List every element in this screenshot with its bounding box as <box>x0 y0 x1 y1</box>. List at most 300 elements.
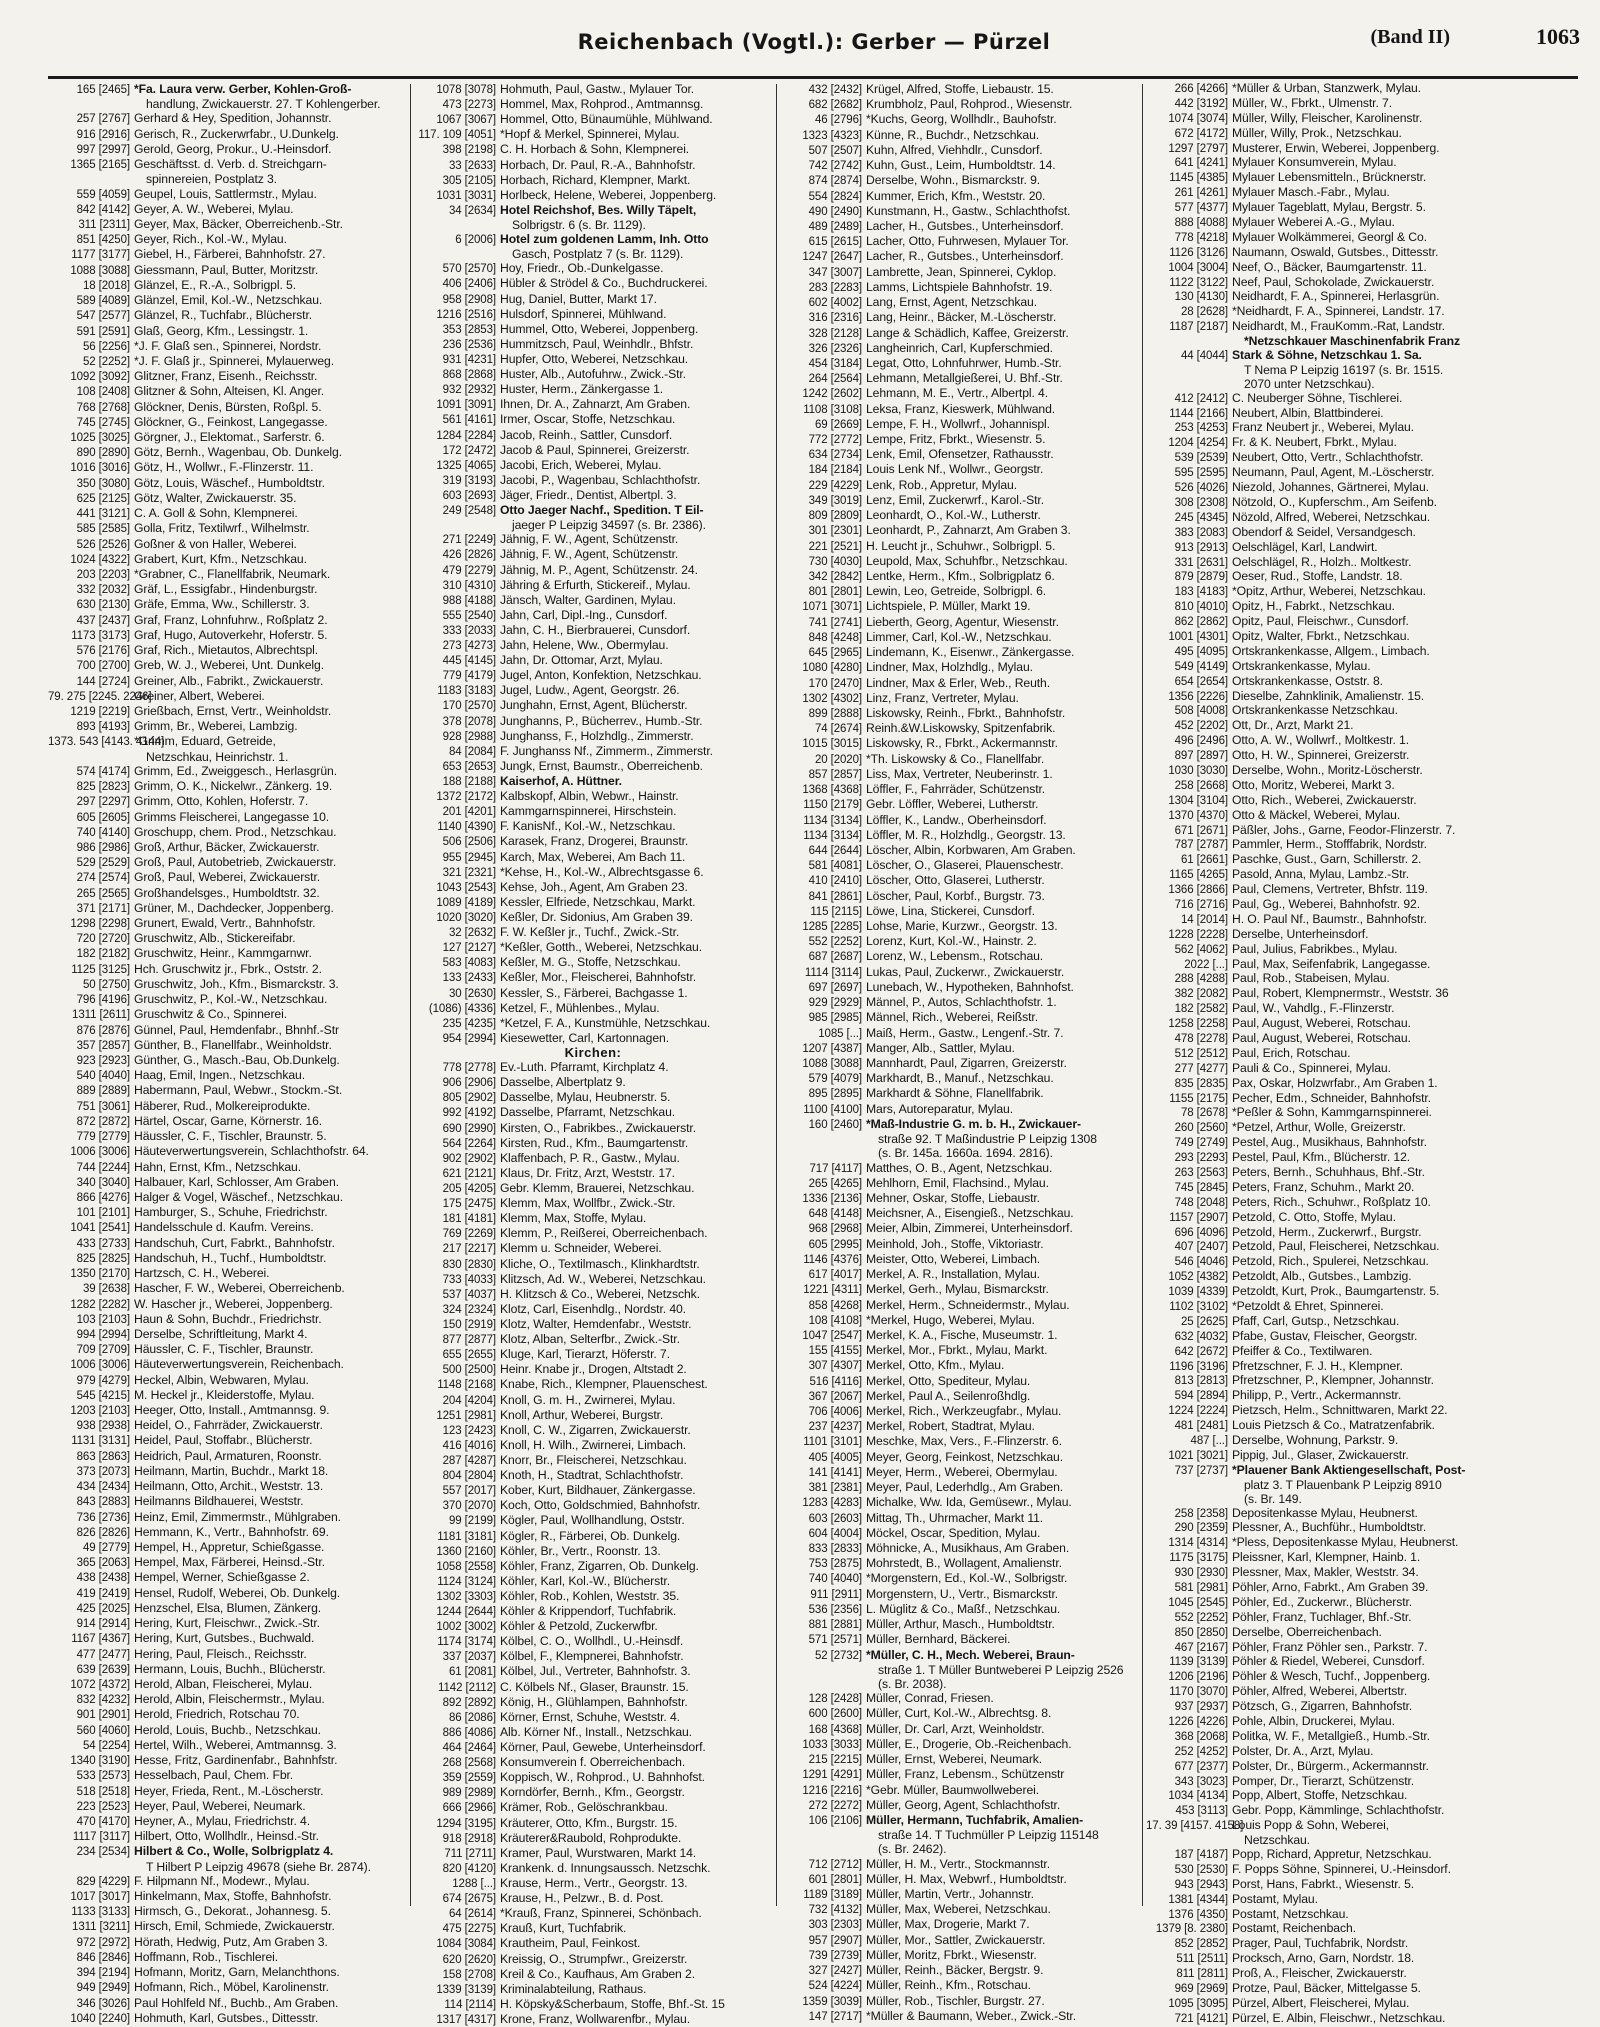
phone-number: 475 [2275] <box>442 1923 496 1936</box>
entry-text: Pammler, Herm., Stofffabrik, Nordstr. <box>1232 837 1427 852</box>
phone-number: 201 [4201] <box>442 806 496 819</box>
phone-number: 84 [2084] <box>448 745 496 758</box>
phone-number: 1124 [3124] <box>437 1575 496 1588</box>
phone-number: 54 [2254] <box>82 1739 130 1752</box>
directory-entry <box>48 445 406 460</box>
phone-number: 889 [2889] <box>76 1085 130 1098</box>
entry-text: Hering, Kurt, Gutsbes., Buchwald. <box>134 1631 315 1646</box>
directory-entry <box>414 1362 772 1377</box>
directory-entry <box>48 931 406 946</box>
phone-number: 1216 [2516] <box>436 308 496 321</box>
directory-entry <box>48 1129 406 1144</box>
phone-number: 518 [2518] <box>76 1785 130 1798</box>
directory-entry <box>780 265 1138 280</box>
entry-text: Greiner, Alb., Fabrikt., Zwickauerstr. <box>134 673 324 688</box>
phone-number: 464 [2464] <box>442 1742 496 1755</box>
entry-text: Krankenk. d. Innungsaussch. Netzschk. <box>500 1860 711 1875</box>
directory-entry <box>414 1001 772 1016</box>
directory-entry <box>48 552 406 567</box>
entry-text: Paul, August, Weberei, Rotschau. <box>1232 1016 1411 1031</box>
directory-entry <box>414 1513 772 1528</box>
phone-number: 165 [2465] <box>76 84 130 96</box>
phone-number: 367 [2067] <box>808 1390 862 1403</box>
directory-entry <box>1146 1848 1528 1863</box>
directory-entry <box>780 660 1138 675</box>
entry-text: Lewin, Leo, Getreide, Solbrigpl. 6. <box>866 584 1047 599</box>
phone-number: 716 [2716] <box>1174 898 1228 911</box>
phone-number: 547 [2577] <box>76 310 130 323</box>
entry-text: Jugel, Anton, Konfektion, Netzschkau. <box>500 668 702 683</box>
phone-number: 546 [4046] <box>1174 1256 1228 1269</box>
entry-text: Leksa, Franz, Kieswerk, Mühlwand. <box>866 401 1056 416</box>
directory-entry <box>414 1408 772 1423</box>
entry-text: Müller, Mor., Sattler, Zwickauerstr. <box>866 1932 1046 1947</box>
phone-number: 253 [4253] <box>1174 422 1228 435</box>
directory-entry <box>1146 320 1528 335</box>
entry-text: Pietzsch, Helm., Schnittwaren, Markt 22. <box>1232 1403 1448 1418</box>
directory-entry <box>48 263 406 278</box>
entry-text: Männel, Rich., Weberei, Reißstr. <box>866 1010 1039 1025</box>
phone-number: 677 [2377] <box>1174 1760 1228 1773</box>
phone-number: 1085 [...] <box>818 1027 862 1040</box>
phone-number: 985 [2985] <box>808 1012 862 1025</box>
column-3 <box>780 82 1138 2023</box>
entry-text: Dasselbe, Mylau, Heubnerstr. 5. <box>500 1090 671 1105</box>
phone-number: 937 [2937] <box>1174 1701 1228 1714</box>
entry-text: Hering, Paul, Fleisch., Reichsstr. <box>134 1646 307 1661</box>
directory-entry <box>780 173 1138 188</box>
phone-number: 1020 [3020] <box>436 912 496 925</box>
directory-entry <box>48 1647 406 1662</box>
directory-entry <box>414 683 772 698</box>
phone-number: 236 [2536] <box>442 338 496 351</box>
phone-number: 481 [2481] <box>1174 1420 1228 1433</box>
directory-entry <box>414 2012 772 2027</box>
directory-entry <box>780 1828 1138 1842</box>
directory-entry <box>48 1023 406 1038</box>
entry-text: Matthes, O. B., Agent, Netzschkau. <box>866 1160 1053 1175</box>
phone-number: 564 [2264] <box>442 1137 496 1150</box>
entry-text: Jahn, Dr. Ottomar, Arzt, Mylau. <box>500 653 663 668</box>
phone-number: 555 [2540] <box>442 609 496 622</box>
directory-entry <box>414 789 772 804</box>
directory-entry <box>1146 630 1528 645</box>
entry-text: Paul, August, Weberei, Rotschau. <box>1232 1031 1411 1045</box>
directory-entry <box>48 870 406 885</box>
entry-text: Mylauer Masch.-Fabr., Mylau. <box>1232 185 1390 200</box>
phone-number: 1043 [2543] <box>436 881 496 894</box>
directory-entry <box>1146 1419 1528 1434</box>
entry-text: Heilmann, Martin, Buchdr., Markt 18. <box>134 1463 329 1478</box>
directory-entry <box>48 1038 406 1053</box>
phone-number: 841 [2861] <box>808 890 862 903</box>
directory-entry <box>780 1102 1138 1117</box>
directory-entry <box>48 1068 406 1083</box>
entry-text: *Ketzel, F. A., Kunstmühle, Netzschkau. <box>500 1015 711 1030</box>
phone-number: 625 [2125] <box>76 492 130 505</box>
phone-number: 745 [2845] <box>1174 1181 1228 1194</box>
entry-text: Gruschwitz & Co., Spinnerei. <box>134 1007 287 1022</box>
entry-text: Heidel, Paul, Stoffabr., Blücherstr. <box>134 1433 313 1448</box>
phone-number: 426 [2826] <box>442 549 496 562</box>
directory-entry <box>414 714 772 729</box>
directory-entry <box>1146 496 1528 511</box>
directory-entry <box>780 417 1138 432</box>
directory-entry <box>48 1753 406 1768</box>
phone-number: 78 [2678] <box>1180 1107 1228 1120</box>
entry-text: Hesse, Fritz, Gardinenfabr., Bahnhfstr. <box>134 1753 338 1768</box>
directory-entry <box>48 1433 406 1448</box>
phone-number: 989 [2989] <box>442 1787 496 1800</box>
phone-number: 343 [3023] <box>1174 1775 1228 1788</box>
phone-number: 579 [4079] <box>808 1073 862 1086</box>
directory-entry <box>780 828 1138 843</box>
phone-number: 382 [2082] <box>1174 988 1228 1001</box>
phone-number: 394 [2194] <box>76 1967 130 1980</box>
entry-text: Naumann, Oswald, Gutsbes., Dittesstr. <box>1232 244 1439 259</box>
phone-number: 258 [2358] <box>1174 1507 1228 1520</box>
phone-number: 744 [2244] <box>76 1161 130 1174</box>
directory-entry <box>1146 1404 1528 1419</box>
directory-entry <box>414 1544 772 1559</box>
directory-entry <box>1146 734 1528 749</box>
entry-text: Löscher, Paul, Korbf., Burgstr. 73. <box>866 888 1045 903</box>
entry-text: Opitz, Paul, Fleischwr., Cunsdorf. <box>1232 614 1409 629</box>
directory-entry <box>1146 556 1528 571</box>
entry-text: Knoll, Arthur, Weberei, Burgstr. <box>500 1407 664 1422</box>
phone-number: 857 [2857] <box>808 768 862 781</box>
directory-entry <box>1146 1745 1528 1760</box>
entry-text: Pomper, Dr., Tierarzt, Schützenstr. <box>1232 1773 1415 1788</box>
entry-text: Horlbeck, Helene, Weberei, Joppenberg. <box>500 187 717 202</box>
directory-entry <box>414 850 772 865</box>
directory-entry <box>780 645 1138 660</box>
entry-text: Lenk, Emil, Ofensetzer, Rathausstr. <box>866 447 1054 462</box>
entry-text: *Müller & Urban, Stanzwerk, Mylau. <box>1232 81 1421 95</box>
entry-text: Gruschwitz, Heinr., Kammgarnwr. <box>134 946 312 961</box>
directory-entry <box>1146 1285 1528 1300</box>
phone-number: 911 [2911] <box>810 1588 862 1601</box>
directory-entry <box>780 691 1138 706</box>
entry-text: C. A. Goll & Sohn, Klempnerei. <box>134 506 298 521</box>
phone-number: 416 [4016] <box>442 1439 496 1452</box>
directory-entry <box>48 1692 406 1707</box>
directory-entry <box>1146 585 1528 600</box>
directory-entry <box>780 1917 1138 1932</box>
phone-number: 709 [2709] <box>76 1344 130 1357</box>
entry-text: Löffler, K., Landw., Oberheinsdorf. <box>866 812 1047 827</box>
phone-number: 526 [2526] <box>76 538 130 551</box>
entry-text: Günther, B., Flanellfabr., Weinholdstr. <box>134 1037 332 1052</box>
entry-text: Glänzel, E., R.-A., Solbrigpl. 5. <box>134 277 296 292</box>
directory-entry <box>1146 1047 1528 1062</box>
directory-entry <box>1146 928 1528 943</box>
entry-text: Reinh.&W.Liskowsky, Spitzenfabrik. <box>866 721 1056 736</box>
entry-text: Prager, Paul, Tuchfabrik, Nordstr. <box>1232 1936 1409 1951</box>
directory-entry <box>48 1874 406 1889</box>
directory-entry <box>48 977 406 992</box>
entry-text: Huster, Alb., Autofuhrw., Zwick.-Str. <box>500 367 686 382</box>
directory-entry <box>414 1967 772 1982</box>
phone-number: 988 [4188] <box>442 594 496 607</box>
entry-text: Grießbach, Ernst, Vertr., Weinholdstr. <box>134 703 332 718</box>
phone-number: 203 [2203] <box>76 569 130 581</box>
entry-text: Pax, Oskar, Holzwrfabr., Am Graben 1. <box>1232 1075 1438 1090</box>
phone-number: 852 [2852] <box>1174 1938 1228 1951</box>
phone-number: 585 [2585] <box>76 523 130 536</box>
entry-text: Paschke, Gust., Garn, Schillerstr. 2. <box>1232 852 1422 867</box>
phone-number: 697 [2697] <box>808 981 862 994</box>
entry-text: Mylauer Tageblatt, Mylau, Bergstr. 5. <box>1232 200 1426 215</box>
phone-number: 117. 109 [4051] <box>418 129 496 142</box>
phone-number: 874 [2874] <box>808 175 862 188</box>
phone-number: 489 [2489] <box>808 220 862 233</box>
phone-number: 1067 [3067] <box>436 114 496 127</box>
entry-text: Lindemann, K., Eisenwr., Zänkergasse. <box>866 645 1075 660</box>
directory-entry <box>414 503 772 518</box>
phone-number: 266 [4266] <box>1174 83 1228 95</box>
directory-entry <box>48 1205 406 1220</box>
phone-number: 741 [2741] <box>808 616 862 629</box>
entry-text: Jacobi, Erich, Weberei, Mylau. <box>500 457 662 472</box>
phone-number: 128 [2428] <box>808 1693 862 1706</box>
entry-text: Petzoldt, Alb., Gutsbes., Lambzig. <box>1232 1269 1412 1284</box>
entry-text: Ketzel, F., Mühlenbes., Mylau. <box>500 1000 660 1015</box>
entry-text: Krügel, Alfred, Stoffe, Liebaustr. 15. <box>866 82 1054 96</box>
directory-entry <box>1146 779 1528 794</box>
phone-number: 605 [2605] <box>76 811 130 824</box>
directory-entry <box>414 1725 772 1740</box>
entry-text: Konsumverein f. Oberreichenbach. <box>500 1755 686 1770</box>
phone-number: 1080 [4280] <box>802 662 862 675</box>
directory-entry <box>1146 1922 1528 1937</box>
page-header <box>48 12 1580 56</box>
directory-entry <box>780 1767 1138 1782</box>
entry-text: Kliche, O., Textilmasch., Klinkhardtstr. <box>500 1256 700 1271</box>
phone-number: 1325 [4065] <box>436 459 496 472</box>
directory-entry <box>414 1952 772 1967</box>
directory-entry <box>48 1784 406 1799</box>
entry-text: Müller, Moritz, Fbrkt., Wiesenstr. <box>866 1947 1037 1962</box>
directory-entry <box>48 232 406 247</box>
phone-number: 1002 [3002] <box>436 1621 496 1634</box>
directory-entry <box>780 1206 1138 1221</box>
entry-text: Löscher, O., Glaserei, Plauenschestr. <box>866 858 1064 873</box>
directory-entry <box>48 1266 406 1281</box>
entry-text: Müller, Franz, Lebensm., Schützenstr <box>866 1767 1065 1782</box>
directory-entry <box>414 473 772 488</box>
directory-entry <box>780 843 1138 858</box>
phone-number: 1030 [3030] <box>1168 764 1228 777</box>
directory-entry <box>1146 1345 1528 1360</box>
phone-number: 545 [4215] <box>76 1389 130 1402</box>
phone-number: 876 [2876] <box>76 1024 130 1037</box>
directory-entry <box>780 234 1138 249</box>
directory-entry <box>414 1816 772 1831</box>
phone-number: 674 [2675] <box>442 1893 496 1906</box>
directory-entry <box>780 310 1138 325</box>
directory-entry <box>414 970 772 985</box>
entry-text: Götz, Bernh., Wagenbau, Ob. Dunkelg. <box>134 445 342 460</box>
directory-entry <box>1146 660 1528 675</box>
directory-entry <box>1146 1670 1528 1685</box>
directory-entry <box>1146 1315 1528 1330</box>
entry-text: Jähring & Erfurth, Stickereif., Mylau. <box>500 577 691 592</box>
entry-text: Meyer, Paul, Lederhdlg., Am Graben. <box>866 1480 1064 1495</box>
entry-text: Handelsschule d. Kaufm. Vereins. <box>134 1220 314 1235</box>
phone-number: 811 [2811] <box>1176 1968 1228 1981</box>
entry-text: Horbach, Dr. Paul, R.-A., Bahnhofstr. <box>500 157 696 172</box>
entry-text: Michalke, Ww. Ida, Gemüsewr., Mylau. <box>866 1495 1072 1510</box>
entry-text: Hempel, Max, Färberei, Heinsd.-Str. <box>134 1555 325 1570</box>
phone-number: 1224 [2224] <box>1168 1405 1228 1418</box>
entry-text: Hirsch, Emil, Schmiede, Zwickauerstr. <box>134 1919 335 1934</box>
phone-number: 264 [2564] <box>808 373 862 386</box>
phone-number: 526 [4026] <box>1174 482 1228 495</box>
phone-number: 620 [2620] <box>442 1953 496 1966</box>
phone-number: 825 [2825] <box>76 1252 130 1265</box>
phone-number: 682 [2682] <box>808 99 862 112</box>
directory-entry <box>48 1099 406 1114</box>
directory-entry <box>1146 156 1528 171</box>
phone-number: 359 [2559] <box>442 1772 496 1785</box>
directory-entry <box>780 341 1138 356</box>
directory-entry <box>48 1631 406 1646</box>
directory-entry <box>48 278 406 293</box>
entry-text: Nötzold, O., Kupferschm., Am Seifenb. <box>1232 494 1437 509</box>
phone-number: 1039 [4339] <box>1168 1286 1228 1299</box>
directory-entry <box>1146 615 1528 630</box>
phone-number: 600 [2600] <box>808 1708 862 1721</box>
directory-entry <box>414 819 772 834</box>
phone-number: 1284 [2284] <box>436 429 496 442</box>
directory-entry <box>414 1317 772 1332</box>
phone-number: 1133 [3133] <box>71 1906 130 1919</box>
directory-entry <box>48 1814 406 1829</box>
directory-entry <box>1146 466 1528 481</box>
directory-entry <box>414 1151 772 1166</box>
directory-entry <box>414 1574 772 1589</box>
directory-entry <box>1146 1878 1528 1893</box>
directory-entry <box>414 698 772 713</box>
directory-entry <box>1146 1715 1528 1730</box>
entry-text: Herold, Albin, Fleischermstr., Mylau. <box>134 1692 325 1707</box>
directory-entry <box>1146 1730 1528 1745</box>
entry-text: Gebr. Löffler, Weberei, Lutherstr. <box>866 797 1039 812</box>
directory-entry <box>48 825 406 840</box>
phone-number: 603 [2603] <box>808 1512 862 1525</box>
phone-number: 737 [2737] <box>1174 1464 1228 1477</box>
entry-text: Korndörfer, Bernh., Kfm., Georgstr. <box>500 1785 685 1800</box>
phone-number: 820 [4120] <box>442 1862 496 1875</box>
entry-text: Grunert, Ewald, Vertr., Bahnhofstr. <box>134 916 316 931</box>
directory-entry <box>414 1634 772 1649</box>
entry-text: Lentke, Herm., Kfm., Solbrigplatz 6. <box>866 569 1055 583</box>
directory-entry <box>780 1056 1138 1071</box>
entry-text: Paul, Gg., Weberei, Bahnhofstr. 92. <box>1232 896 1421 911</box>
entry-text: Alb. Körner Nf., Install., Netzschkau. <box>500 1724 692 1739</box>
phone-number: 1145 [4385] <box>1169 172 1228 185</box>
directory-entry <box>1146 1937 1528 1952</box>
entry-text: Müller, Willy, Prok., Netzschkau. <box>1232 125 1402 140</box>
directory-entry <box>1146 2012 1528 2027</box>
directory-entry <box>1146 943 1528 958</box>
entry-text: Knoll, C. W., Zigarren, Zwickauerstr. <box>500 1422 691 1437</box>
entry-text: *Petzoldt & Ehret, Spinnerei. <box>1232 1299 1384 1314</box>
entry-text: Hummitzsch, Paul, Weinhdlr., Bhfstr. <box>500 336 694 351</box>
directory-entry <box>414 488 772 503</box>
directory-entry <box>48 1540 406 1555</box>
entry-text: Hamburger, S., Schuhe, Friedrichstr. <box>134 1205 328 1220</box>
directory-entry <box>780 1587 1138 1602</box>
directory-entry <box>414 910 772 925</box>
entry-text: Hohmuth, Paul, Gastw., Mylauer Tor. <box>500 82 695 96</box>
phone-number: 1177 [3177] <box>71 249 130 262</box>
entry-text: Geupel, Louis, Sattlermstr., Mylau. <box>134 186 317 201</box>
directory-entry <box>48 1357 406 1372</box>
entry-text: *Plauener Bank Aktiengesellschaft, Post- <box>1232 1462 1466 1477</box>
header-rule <box>48 76 1578 79</box>
directory-entry <box>414 1105 772 1120</box>
entry-text: Otto, Moritz, Weberei, Markt 3. <box>1232 777 1395 792</box>
phone-number: 371 [2171] <box>76 902 130 915</box>
directory-entry <box>48 1281 406 1296</box>
entry-text: Polster, Dr., Bürgerm., Ackermannstr. <box>1232 1758 1429 1773</box>
phone-number: 929 [2929] <box>808 997 862 1010</box>
phone-number: 644 [2644] <box>808 844 862 857</box>
directory-entry <box>1146 898 1528 913</box>
directory-entry <box>780 371 1138 386</box>
phone-number: 477 [2477] <box>76 1648 130 1661</box>
phone-number: 337 [2037] <box>442 1651 496 1664</box>
entry-text: *J. F. Glaß sen., Spinnerei, Nordstr. <box>134 338 322 353</box>
directory-entry <box>48 400 406 415</box>
column-1 <box>48 82 406 2025</box>
directory-entry <box>414 1589 772 1604</box>
entry-text: Kessler, S., Färberei, Bachgasse 1. <box>500 985 688 1000</box>
phone-number: 25 [2625] <box>1180 1315 1228 1328</box>
phone-number: 130 [4130] <box>1174 291 1228 304</box>
directory-entry <box>48 1388 406 1403</box>
entry-text: Pöhler & Riedel, Weberei, Cunsdorf. <box>1232 1654 1425 1669</box>
entry-text: Fr. & K. Neubert, Fbrkt., Mylau. <box>1232 435 1397 450</box>
phone-number: 706 [4006] <box>808 1406 862 1419</box>
directory-entry <box>48 1677 406 1692</box>
directory-entry <box>48 734 406 749</box>
entry-text: Heilmanns Bildhauerei, Weststr. <box>134 1494 304 1509</box>
phone-number: 954 [2994] <box>442 1032 496 1045</box>
phone-number: 1006 [3006] <box>70 1146 130 1159</box>
directory-entry <box>414 1498 772 1513</box>
directory-entry <box>1146 1863 1528 1878</box>
directory-entry <box>48 308 406 323</box>
phone-number: 79. 275 [2245. 2246] <box>48 690 152 703</box>
directory-entry <box>1146 824 1528 839</box>
phone-number: 249 [2548] <box>442 505 496 518</box>
entry-text: Lunebach, W., Hypotheken, Bahnhofst. <box>866 979 1074 994</box>
phone-number: 552 [2252] <box>1174 1611 1228 1624</box>
entry-text: H. Klitzsch & Co., Weberei, Netzschk. <box>500 1286 700 1301</box>
entry-text: *Krauß, Franz, Spinnerei, Schönbach. <box>500 1906 702 1921</box>
entry-text: Neubert, Otto, Vertr., Schlachthofstr. <box>1232 450 1424 465</box>
phone-number: 589 [4089] <box>76 295 130 308</box>
phone-number: 277 [4277] <box>1174 1062 1228 1075</box>
directory-entry <box>48 1616 406 1631</box>
phone-number: 263 [2563] <box>1174 1167 1228 1180</box>
directory-entry <box>1146 1002 1528 1017</box>
phone-number: 340 [3040] <box>76 1176 130 1189</box>
entry-text: Kirsten, Rud., Kfm., Baumgartenstr. <box>500 1135 689 1150</box>
